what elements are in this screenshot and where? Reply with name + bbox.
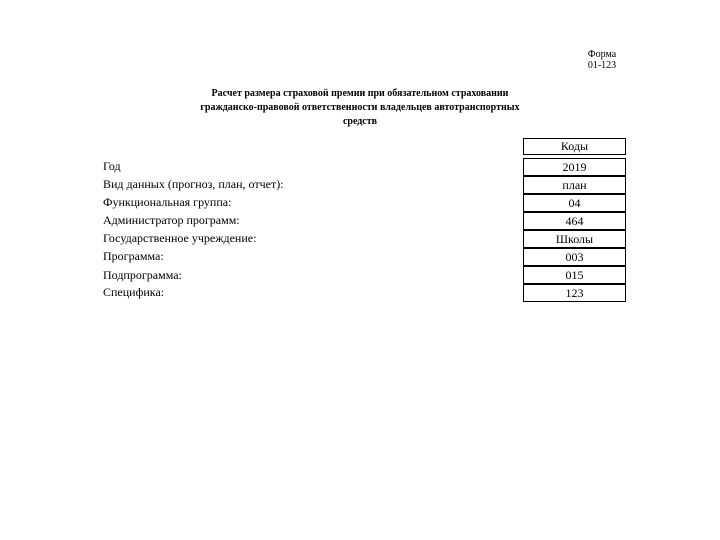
value-data-type: план [523,176,626,194]
value-specifics: 123 [523,284,626,302]
label-program: Программа: [103,249,164,263]
label-year: Год [103,159,121,173]
value-year: 2019 [523,158,626,176]
value-functional-group: 04 [523,194,626,212]
title-line-1: Расчет размера страховой премии при обязательном страховании [211,88,509,99]
value-subprogram: 015 [523,266,626,284]
label-subprogram: Подпрограмма: [103,268,182,282]
codes-header: Коды [523,138,626,155]
form-label: Форма [587,49,617,60]
title-line-3: средств [342,116,378,127]
value-program: 003 [523,248,626,266]
label-data-type: Вид данных (прогноз, план, отчет): [103,177,284,191]
value-program-administrator: 464 [523,212,626,230]
value-state-institution: Школы [523,230,626,248]
label-functional-group: Функциональная группа: [103,195,232,209]
label-specifics: Специфика: [103,285,165,299]
title-line-2: гражданско-правовой ответственности владельцев автотранспортных [200,102,520,113]
label-program-administrator: Администратор программ: [103,213,240,227]
form-number [572,49,632,71]
document-title [170,87,550,129]
label-state-institution: Государственное учреждение: [103,231,257,245]
form-code: 01-123 [587,60,617,71]
